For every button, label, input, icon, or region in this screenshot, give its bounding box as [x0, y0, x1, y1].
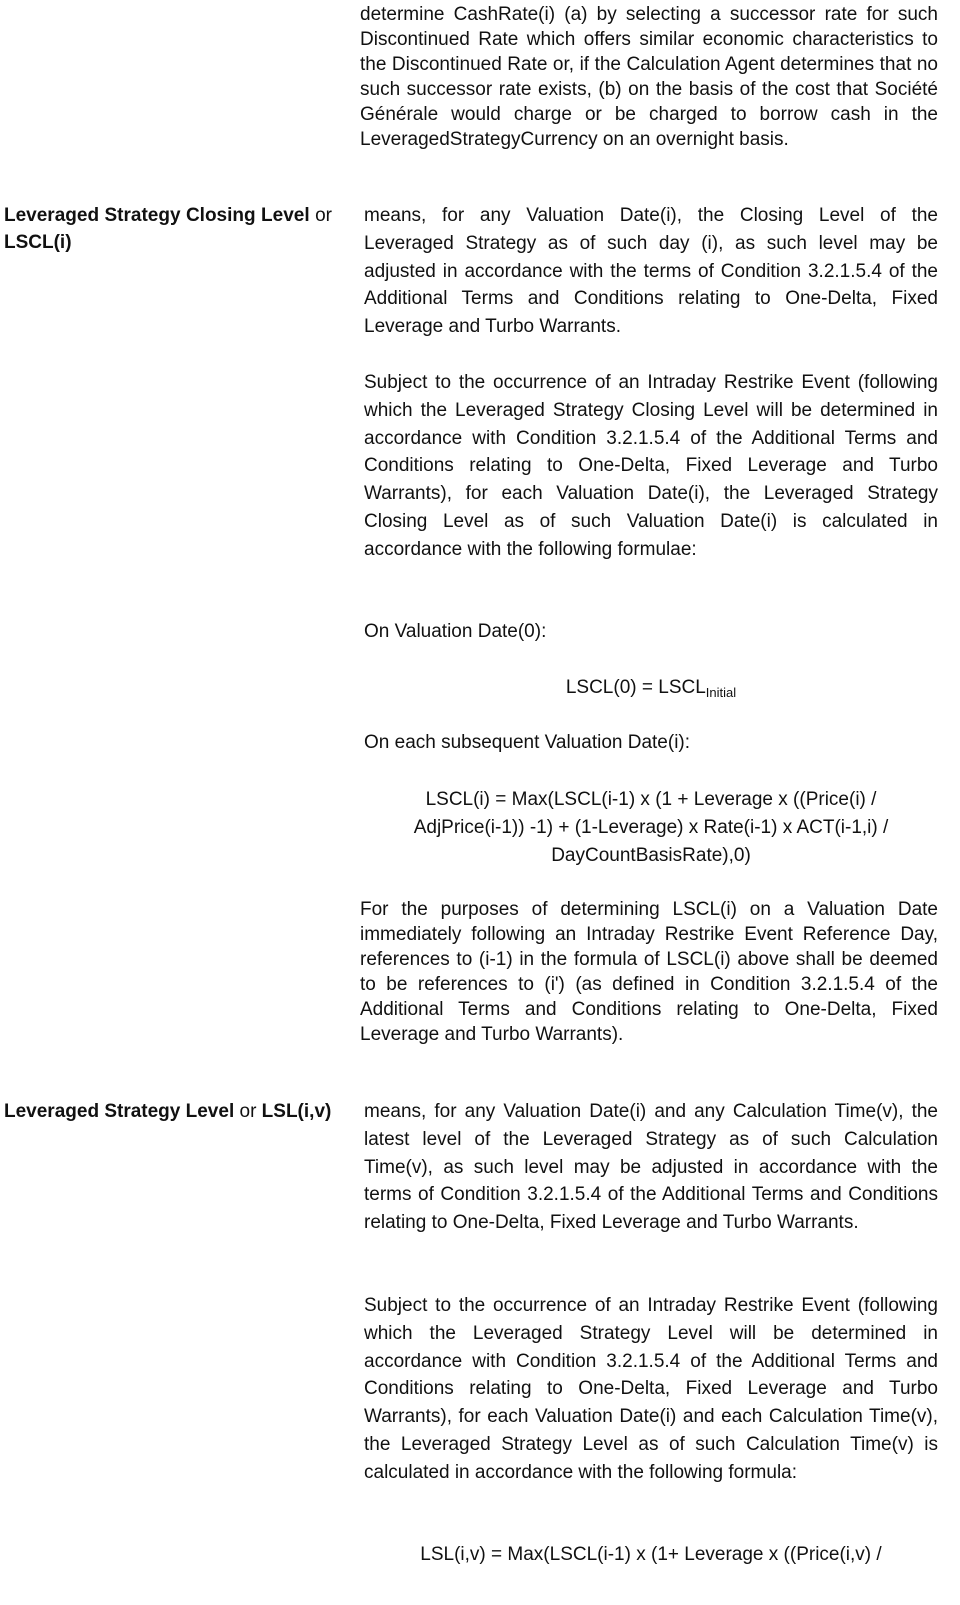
lsl-term — [4, 1098, 332, 1125]
lsl-formula-line-1: LSL(i,v) = Max(LSCL(i-1) x (1+ Leverage x ((Price(i,v) / — [420, 1544, 882, 1565]
lsl-term-or: or — [234, 1101, 262, 1122]
lscl-on-each: On each subsequent Valuation Date(i): — [364, 732, 691, 753]
lscl-definition: means, for any Valuation Date(i), the Closing Level of the Leveraged Strategy as of such day (i), as such level may be adjusted in accordance with the terms of Condition 3.2.1.5.4 of the Additional Terms and Conditions relating to One-Delta, Fixed Leverage and Turbo Warrants. — [364, 205, 938, 338]
formula0-main: LSCL(0) = LSCL — [565, 677, 706, 698]
lscl-term-or: or — [309, 205, 332, 226]
lscl-subject-paragraph: Subject to the occurrence of an Intraday Restrike Event (following which the Leveraged Strategy Closing Level will be determined in accordance with Condition 3.2.1.5.4 of the Additional Terms and Conditions relating to One-Delta, Fixed Leverage and Turbo Warrants), for each Valuation Date(i), the Leveraged Strategy Closing Level as of such Valuation Date(i) is calculated in accordance with the following formulae: — [364, 372, 938, 560]
lscl-purposes-paragraph: For the purposes of determining LSCL(i) on a Valuation Date immediately following an Intraday Restrike Event Reference Day, references to (i-1) in the formula of LSCL(i) above shall be deemed to be references to (i') (as defined in Condition 3.2.1.5.4 of the Additional Terms and Conditions relating to One-Delta, Fixed Leverage and Turbo Warrants). — [360, 899, 938, 1045]
lscl-formula-line-3: DayCountBasisRate),0) — [551, 844, 751, 866]
lscl-formula-line-1: LSCL(i) = Max(LSCL(i-1) x (1 + Leverage x ((Price(i) / — [425, 789, 877, 810]
lscl-formula-line-2: AdjPrice(i-1)) -1) + (1-Leverage) x Rate(i-1) x ACT(i-1,i) / — [413, 816, 889, 838]
lscl-formula-initial — [364, 675, 938, 700]
lscl-term — [4, 202, 332, 256]
top-paragraph: determine CashRate(i) (a) by selecting a successor rate for such Discontinued Rate which offers similar economic characteristics to the Discontinued Rate or, if the Calculation Agent determines that no such successor rate exists, (b) on the basis of the cost that Société Générale would charge or be charged to borrow cash in the LeveragedStrategyCurrency on an overnight basis. — [360, 4, 938, 150]
lscl-term-name: Leveraged Strategy Closing Level — [4, 205, 310, 226]
lsl-term-symbol: LSL(i,v) — [261, 1101, 332, 1122]
lsl-term-name: Leveraged Strategy Level — [4, 1101, 235, 1122]
lscl-formula — [364, 786, 938, 869]
lscl-on-date0: On Valuation Date(0): — [364, 621, 547, 642]
lsl-definition: means, for any Valuation Date(i) and any Calculation Time(v), the latest level of the Leveraged Strategy as of such Calculation Time(v), as such level may be adjusted in accordance with the terms of Condition 3.2.1.5.4 of the Additional Terms and Conditions relating to One-Delta, Fixed Leverage and Turbo Warrants. — [364, 1101, 938, 1234]
lscl-term-symbol: LSCL(i) — [4, 232, 72, 253]
formula0-subscript: Initial — [705, 685, 737, 700]
lsl-subject-paragraph: Subject to the occurrence of an Intraday Restrike Event (following which the Leveraged Strategy Level will be determined in accordance with Condition 3.2.1.5.4 of the Additional Terms and Conditions relating to One-Delta, Fixed Leverage and Turbo Warrants), for each Valuation Date(i) and each Calculation Time(v), the Leveraged Strategy Level as of such Calculation Time(v) is calculated in accordance with the following formula: — [364, 1295, 938, 1483]
